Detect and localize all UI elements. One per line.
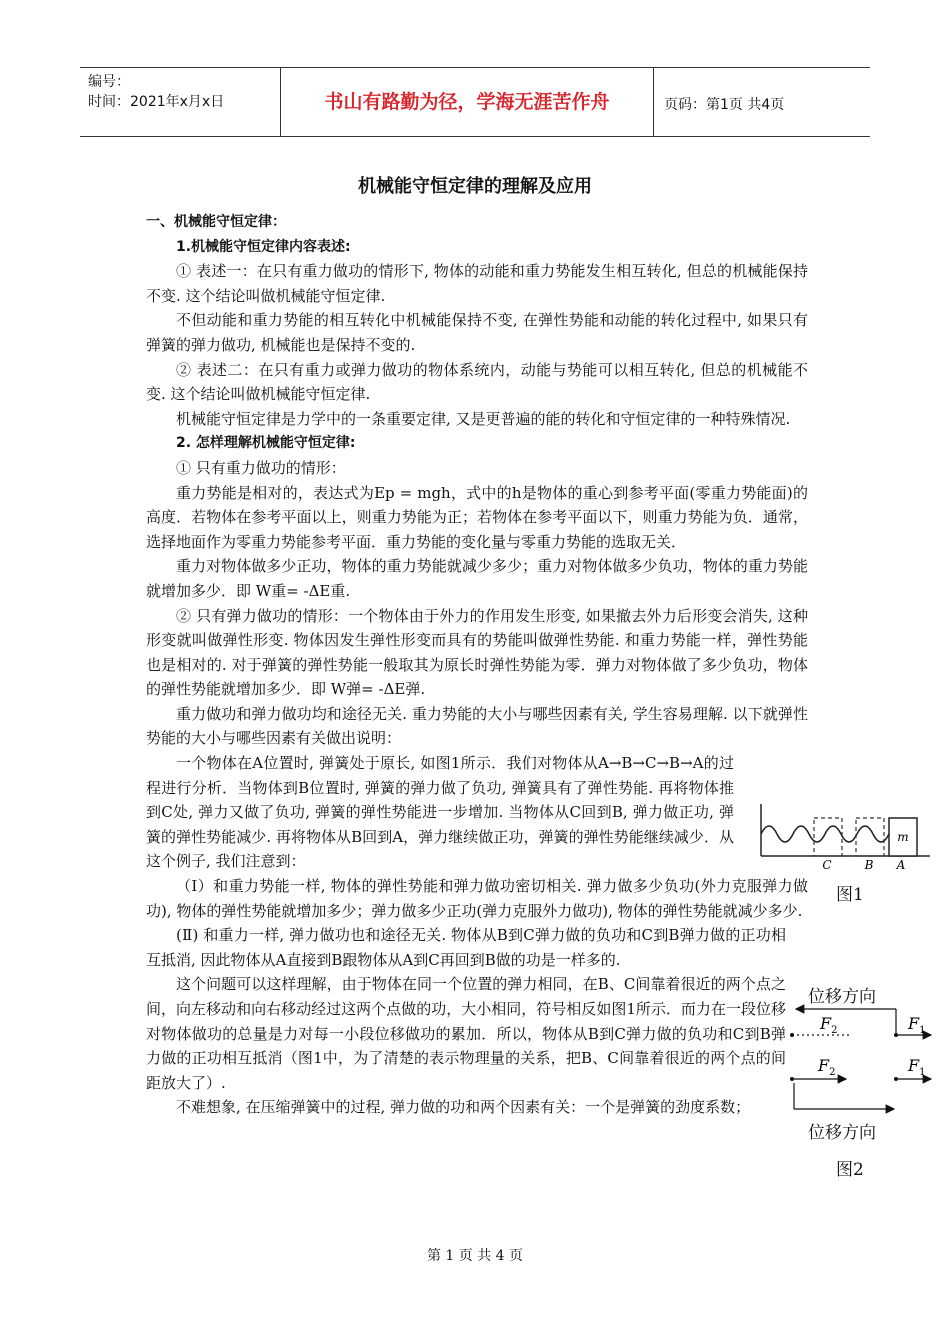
paragraph-5: ① 只有重力做功的情形： xyxy=(176,458,346,477)
subsection-heading-1: 1.机械能守恒定律内容表述: xyxy=(176,238,351,255)
paragraph-11: （Ⅰ）和重力势能一样, 物体的弹性势能和弹力做功密切相关. 弹力做多少负功(外力克服弹力做功), 物体的弹性势能就增加多少；弹力做多少正功(弹力克服外力做功), 物体的弹性势能就减少多少. xyxy=(146,877,808,920)
page-header xyxy=(80,67,870,137)
force-f2-label-top: $F_2$ xyxy=(820,1014,838,1036)
figure-2-caption: 图2 xyxy=(836,1160,864,1180)
header-page-cell xyxy=(655,68,870,136)
displacement-direction-bottom: 位移方向 xyxy=(808,1123,876,1143)
paragraph-8: ② 只有弹力做功的情形：一个物体由于外力的作用发生形变, 如果撤去外力后形变会消失, 这种形变就叫做弹性形变. 物体因发生弹性形变而具有的势能叫做弹性势能. 和重力势能一样，弹性势能也是相对的. 对于弹簧的弹性势能一般取其为原长时弹性势能为零．弹力对物体做了多少负功，物体的弹性势能就增加多少．即 W弹= -ΔE弹. xyxy=(146,606,808,699)
label-a: A xyxy=(896,858,906,872)
paragraph-9: 重力做功和弹力做功均和途径无关. 重力势能的大小与哪些因素有关, 学生容易理解. 以下就弹性势能的大小与哪些因素有关做出说明： xyxy=(146,704,808,748)
section-heading-1: 一、机械能守恒定律： xyxy=(146,214,286,230)
header-info-cell xyxy=(80,68,281,136)
paragraph-2: 不但动能和重力势能的相互转化中机械能保持不变, 在弹性势能和动能的转化过程中, 如果只有弹簧的弹力做功, 机械能也是保持不变的. xyxy=(146,311,808,354)
number-label: 编号： xyxy=(88,74,130,90)
paragraph-7: 重力对物体做多少正功，物体的重力势能就减少多少；重力对物体做多少负功，物体的重力势能就增加多少．即 W重= -ΔE重. xyxy=(146,557,808,600)
paragraph-3: ② 表述二：在只有重力或弹力做功的物体系统内，动能与势能可以相互转化, 但总的机械能不变. 这个结论叫做机械能守恒定律. xyxy=(146,360,808,404)
force-f2-label-bottom: $F_2$ xyxy=(818,1056,836,1078)
figure-1-caption: 图1 xyxy=(836,885,864,905)
header-motto-cell xyxy=(281,68,654,136)
mass-label: m xyxy=(897,830,909,844)
paragraph-13: 这个问题可以这样理解，由于物体在同一个位置的弹力相同，在B、C间靠着很近的两个点之间，向左移动和向右移动经过这两个点做的功，大小相同，符号相反如图1所示．而力在一段位移对物体做功的总量是力对每一小段位移做功的累加．所以，物体从B到C弹力做的负功和C到B弹力做的正功相互抵消（图1中，为了清楚的表示物理量的关系，把B、C间靠着很近的两个点的间距放大了）. xyxy=(146,975,786,1092)
document-body xyxy=(146,210,808,1120)
page-code: 页码：第1页 共4页 xyxy=(664,97,785,113)
paragraph-12: (Ⅱ) 和重力一样, 弹力做功也和途径无关. 物体从B到C弹力做的负功和C到B弹力做的正功相互抵消, 因此物体从A直接到B跟物体从A到C再回到B做的功是一样多的. xyxy=(146,926,786,969)
paragraph-10: 一个物体在A位置时, 弹簧处于原长, 如图1所示．我们对物体从A→B→C→B→A的过程进行分析．当物体到B位置时, 弹簧的弹力做了负功, 弹簧具有了弹性势能. 再将物体推到C处, 弹力又做了负功, 弹簧的弹性势能进一步增加. 当物体从C回到B, 弹力做正功, 弹簧的弹性势能减少. 再将物体从B回到A，弹力继续做正功，弹簧的弹性势能继续减少．从这个例子, 我们注意到： xyxy=(146,754,734,871)
document-title: 机械能守恒定律的理解及应用 xyxy=(358,176,592,197)
label-c: C xyxy=(822,858,832,872)
time-label: 时间：2021年x月x日 xyxy=(88,94,225,110)
paragraph-14: 不难想象, 在压缩弹簧中的过程, 弹力做的功和两个因素有关：一个是弹簧的劲度系数； xyxy=(176,1098,751,1117)
displacement-direction-top: 位移方向 xyxy=(808,987,876,1007)
force-f1-label-top: $F_1$ xyxy=(908,1014,926,1036)
motto: 书山有路勤为径，学海无涯苦作舟 xyxy=(324,91,610,113)
figure-1-spring-diagram xyxy=(758,798,934,874)
force-f1-label-bottom: $F_1$ xyxy=(908,1056,926,1078)
subsection-heading-2: 2. 怎样理解机械能守恒定律: xyxy=(176,435,356,452)
page-footer: 第 1 页 共 4 页 xyxy=(426,1248,524,1264)
paragraph-1: ① 表述一：在只有重力做功的情形下, 物体的动能和重力势能发生相互转化, 但总的机械能保持不变. 这个结论叫做机械能守恒定律. xyxy=(146,262,808,305)
figure-2-force-diagram xyxy=(786,1003,934,1115)
label-b: B xyxy=(864,858,874,872)
paragraph-6: 重力势能是相对的，表达式为Ep = mgh，式中的h是物体的重心到参考平面(零重力势能面)的高度．若物体在参考平面以上，则重力势能为正；若物体在参考平面以下，则重力势能为负．通常，选择地面作为零重力势能参考平面．重力势能的变化量与零重力势能的选取无关． xyxy=(146,483,808,551)
paragraph-4: 机械能守恒定律是力学中的一条重要定律, 又是更普遍的能的转化和守恒定律的一种特殊情况. xyxy=(176,409,791,428)
